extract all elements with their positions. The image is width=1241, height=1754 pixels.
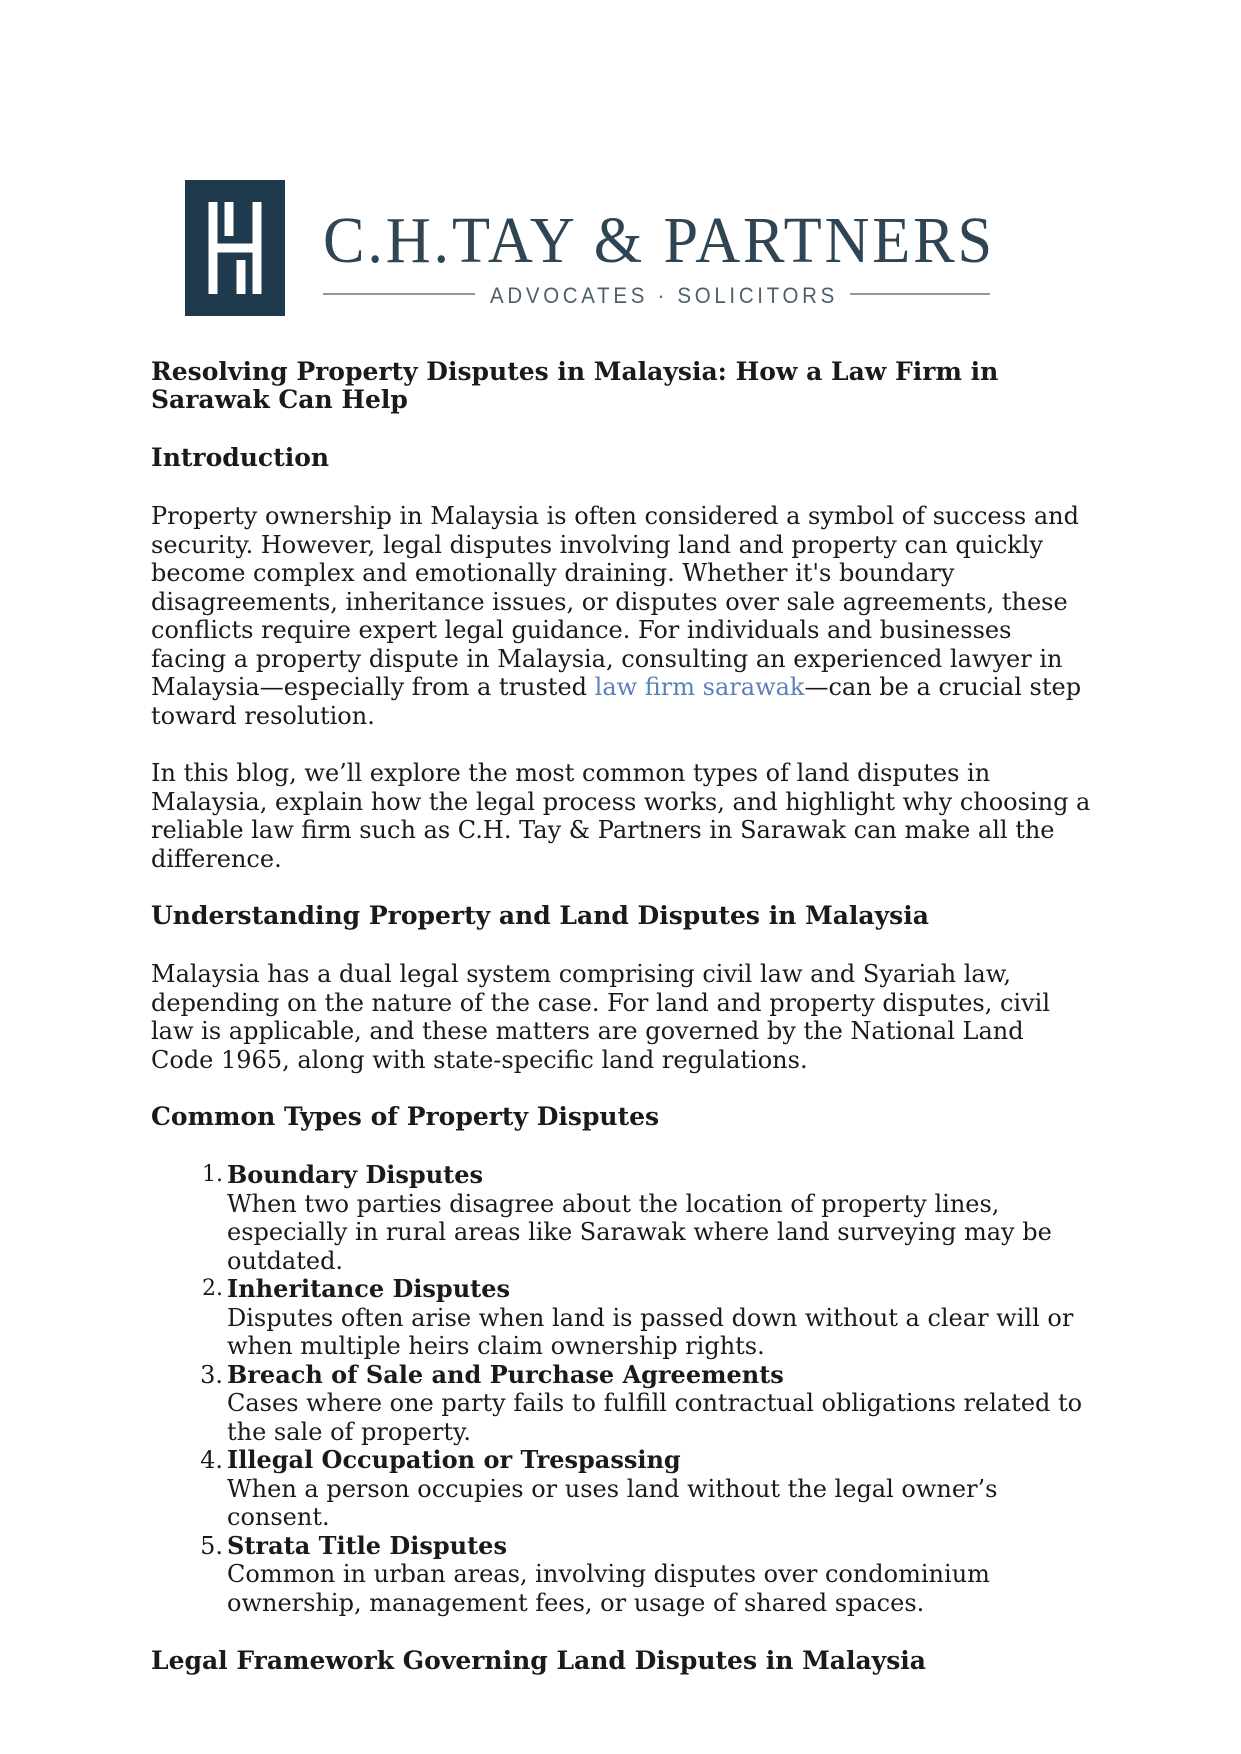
list-item-number: 2.: [202, 1276, 223, 1301]
common-types-heading: Common Types of Property Disputes: [151, 1102, 660, 1131]
list-item-number: 5.: [200, 1531, 223, 1560]
intro-heading: Introduction: [151, 443, 330, 472]
article-title: Resolving Property Disputes in Malaysia: How a Law Firm in Sarawak Can Help: [151, 357, 999, 414]
list-item-number: 4.: [200, 1446, 223, 1474]
understanding-heading: Understanding Property and Land Disputes in Malaysia: [151, 901, 929, 930]
intro-paragraph-2: In this blog, we’ll explore the most common types of land disputes in Malaysia, explain how the legal process works, and highlight why choosing a reliable law firm such as C.H. Tay & Partners in Sarawak can make all the difference.: [151, 759, 1091, 873]
list-item-description: Disputes often arise when land is passed down without a clear will or when multiple heirs claim ownership rights.: [227, 1303, 1074, 1360]
list-item-title: Boundary Disputes: [227, 1160, 484, 1189]
list-item-title: Strata Title Disputes: [227, 1530, 507, 1560]
logo-brand-text: C.H.TAY & PARTNERS: [323, 204, 995, 277]
list-item-description: Cases where one party fails to fulfill contractual obligations related to the sale of property.: [227, 1389, 1083, 1446]
legal-framework-heading: Legal Framework Governing Land Disputes in Malaysia: [151, 1646, 926, 1675]
list-item: [151, 1161, 1091, 1275]
understanding-paragraph: Malaysia has a dual legal system comprising civil law and Syariah law, depending on the nature of the case. For land and property disputes, civil law is applicable, and these matters are governed by the National Land Code 1965, along with state-specific land regulations.: [151, 960, 1051, 1074]
article-body: [151, 358, 1091, 1705]
intro-paragraph-1: [151, 502, 1091, 730]
intro-p1-text-after: —can be a crucial step toward resolution.: [151, 673, 1082, 730]
list-item: [151, 1532, 1091, 1618]
logo-mark-icon: [185, 180, 285, 316]
list-item: [151, 1361, 1091, 1447]
list-item-number: 1.: [202, 1162, 223, 1187]
law-firm-sarawak-link[interactable]: law firm sarawak: [594, 673, 805, 701]
list-item-description: When two parties disagree about the location of property lines, especially in rural areas like Sarawak where land surveying may be outdated.: [227, 1189, 1052, 1275]
list-item-title: Inheritance Disputes: [227, 1274, 511, 1303]
list-item-title: Illegal Occupation or Trespassing: [227, 1445, 681, 1474]
list-item-title: Breach of Sale and Purchase Agreements: [227, 1359, 784, 1389]
list-item: [151, 1275, 1091, 1361]
intro-p1-text-before: Property ownership in Malaysia is often considered a symbol of success and security. However, legal disputes involving land and property can quickly become complex and emotionally draining. Whether it's boundary disagreements, inheritance issues, or disputes over sale agreements, these conflicts require expert legal guidance. For individuals and businesses facing a property dispute in Malaysia, consulting an experienced lawyer in Malaysia—especially from a trusted: [151, 502, 1079, 701]
list-item-number: 3.: [200, 1360, 223, 1389]
list-item: [151, 1446, 1091, 1532]
firm-logo: [185, 180, 1000, 320]
list-item-description: When a person occupies or uses land without the legal owner’s consent.: [227, 1474, 998, 1531]
logo-tagline: ADVOCATES · SOLICITORS: [490, 283, 838, 308]
list-item-description: Common in urban areas, involving disputes over condominium ownership, management fees, or usage of shared spaces.: [227, 1560, 990, 1617]
dispute-types-list: [151, 1161, 1091, 1617]
